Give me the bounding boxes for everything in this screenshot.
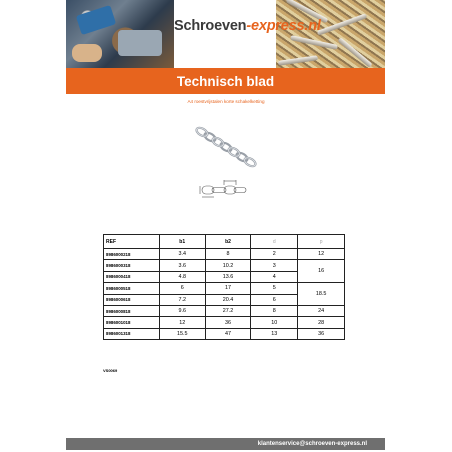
cell-ref: 8986000518 [104, 283, 160, 294]
cell-ref: 8986001318 [104, 328, 160, 339]
page-title: Technisch blad [176, 73, 275, 89]
table-row [104, 260, 345, 271]
cell-d: 3 [251, 260, 298, 271]
screw-shape [278, 55, 318, 66]
cell-d: 4 [251, 271, 298, 282]
cell-ref: 8986000418 [104, 271, 160, 282]
logo-text-main: Schroeven [174, 18, 247, 34]
header-p: p [298, 235, 345, 249]
table-row [104, 305, 345, 316]
footer-bar [66, 438, 385, 450]
cell-b2: 10.2 [205, 260, 251, 271]
cell-b2: 13.6 [205, 271, 251, 282]
cell-b1: 6 [159, 283, 205, 294]
header-b1: b1 [159, 235, 205, 249]
cell-d: 13 [251, 328, 298, 339]
hand-shape [72, 44, 102, 62]
cell-d: 6 [251, 294, 298, 305]
cell-d: 8 [251, 305, 298, 316]
chain-product-image [188, 120, 262, 170]
cell-b2: 36 [205, 317, 251, 328]
header-banner [66, 0, 385, 68]
tools-photo [66, 0, 174, 68]
cell-b2: 47 [205, 328, 251, 339]
cell-b2: 17 [205, 283, 251, 294]
cell-b1: 3.6 [159, 260, 205, 271]
document-code: VS0069 [103, 368, 118, 373]
cell-ref: 8986000218 [104, 249, 160, 260]
cell-b1: 15.5 [159, 328, 205, 339]
header-ref: REF [104, 235, 160, 249]
cell-b1: 3.4 [159, 249, 205, 260]
cell-d: 10 [251, 317, 298, 328]
cell-ref: 8986001018 [104, 317, 160, 328]
cell-b2: 8 [205, 249, 251, 260]
cell-p: 16 [298, 260, 345, 283]
cell-p: 24 [298, 305, 345, 316]
cell-p: 12 [298, 249, 345, 260]
spec-table [103, 234, 345, 340]
cell-p: 36 [298, 328, 345, 339]
cell-d: 5 [251, 283, 298, 294]
cell-p: 18.5 [298, 283, 345, 306]
tool-shape [76, 5, 116, 35]
cell-b1: 9.6 [159, 305, 205, 316]
product-subtitle: A4 roestvrijstalen korte schakelketting [187, 99, 265, 104]
cell-d: 2 [251, 249, 298, 260]
tool-shape [118, 30, 162, 56]
cell-ref: 8986000818 [104, 305, 160, 316]
cell-ref: 8986000318 [104, 260, 160, 271]
screw-shape [337, 37, 372, 68]
cell-ref: 8986000618 [104, 294, 160, 305]
table-row [104, 249, 345, 260]
chain-technical-drawing [196, 176, 256, 202]
table-row [104, 283, 345, 294]
header-d: d [251, 235, 298, 249]
cell-b2: 27.2 [205, 305, 251, 316]
table-header-row [104, 235, 345, 249]
brand-logo[interactable] [174, 18, 321, 40]
cell-b1: 7.2 [159, 294, 205, 305]
cell-b2: 20.4 [205, 294, 251, 305]
cell-b1: 12 [159, 317, 205, 328]
title-bar [66, 68, 385, 94]
support-email-link[interactable]: klantenservice@schroeven-express.nl [257, 441, 367, 447]
header-b2: b2 [205, 235, 251, 249]
table-row [104, 317, 345, 328]
cell-b1: 4.8 [159, 271, 205, 282]
table-row [104, 328, 345, 339]
logo-text-domain: -express.nl [246, 18, 321, 34]
cell-p: 28 [298, 317, 345, 328]
